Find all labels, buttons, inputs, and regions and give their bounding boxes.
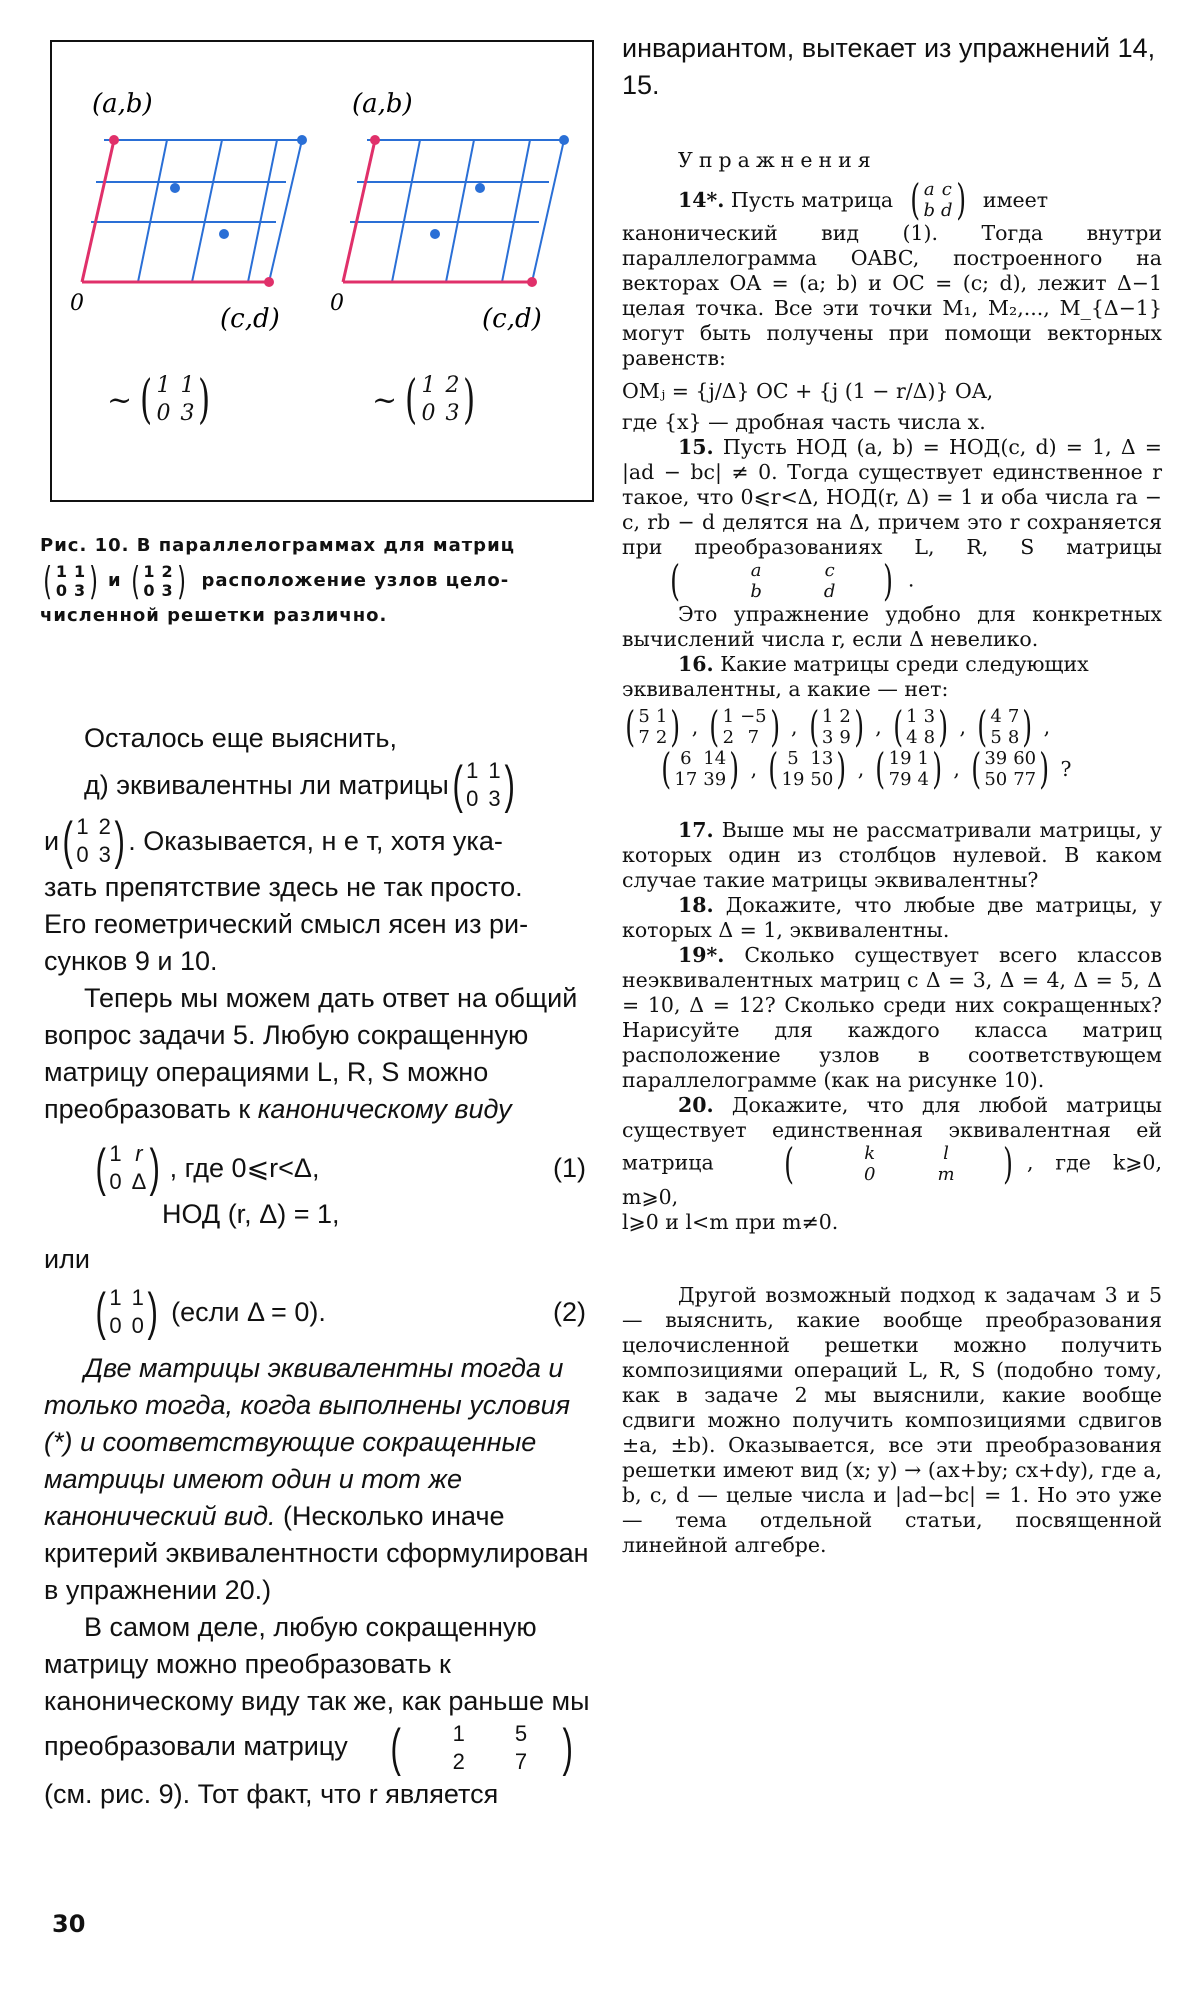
label-ab-left: (a,b) bbox=[92, 89, 153, 119]
left-p4: Две матрицы эквивалентны тогда и только тогда, когда выполнены условия (*) и соответствующие сокращенные матрицы имеют один и тот же канонический вид. (Несколько иначе критерий эквивалентности сформулирован в упражнении 20.) bbox=[44, 1353, 589, 1605]
caption-line-1: Рис. 10. В параллелограммах для матриц bbox=[40, 535, 516, 556]
caption-line-3: численной решетки различно. bbox=[40, 605, 388, 626]
exercises-17-20: 17. Выше мы не рассматривали матрицы, у которых один из столбцов нулевой. В каком случае такие матрицы эквивалентны? 18. Докажите, что любые две матрицы, у которых Δ = 1, эквивалентны. 19*. Сколько существует всего классов неэквивалентных матриц с Δ = 3, Δ = 4, Δ = 5, Δ = 10, Δ = 12? Сколько среди них сокращенных? Нарисуйте для каждого класса матриц расположение узлов в соответствующем параллелограмме (как на рисунке 10). 20. Докажите, что для любой матрицы существует единственная эквивалентная ей матрица ( k l 0 m ) , где k⩾0, m⩾0, l⩾0 и l<m при m≠0. bbox=[622, 818, 1162, 1234]
label-origin-right: 0 bbox=[330, 291, 344, 316]
left-p2-line1: д) эквивалентны ли матрицы ( 1 1 0 3 ) bbox=[84, 756, 515, 814]
figure-right-matrix: ~ ( 1 2 0 3 ) bbox=[372, 370, 476, 430]
edge-left bbox=[82, 140, 114, 282]
equation-1-line2: НОД (r, Δ) = 1, bbox=[162, 1199, 340, 1229]
exercise-16-row1: ( 5 1 7 2 ) , ( 1 −5 2 7 ) , ( 1 2 3 9 ) , ( 1 3 4 8 ) , ( 4 7 5 8 ) , bbox=[625, 702, 1051, 751]
right-p0: инвариантом, вытекает из упражнений 14, 15. bbox=[622, 33, 1156, 100]
figure-10-drawing bbox=[52, 42, 592, 500]
left-p2-line2: и ( 1 2 0 3 ) . Оказывается, н е т, хотя ука- bbox=[44, 812, 503, 870]
exercises-heading: Упражнения bbox=[678, 148, 877, 172]
left-or: или bbox=[44, 1244, 90, 1274]
figure-10 bbox=[50, 40, 594, 502]
exercise-14: 14*. Пусть матрица ( a c b d ) имеет канонический вид (1). Тогда внутри параллелограмма OABC, построенного на векторах OA = (a; b) и OC = (c; d), лежит Δ−1 целая точка. Все эти точки M₁, M₂,..., M_{Δ−1} могут быть получены при помощи векторных равенств: OMⱼ = {j/Δ} OC + {j (1 − r/Δ)} OA, где {x} — дробная часть числа x. bbox=[622, 175, 1162, 434]
label-ab-right: (a,b) bbox=[352, 89, 413, 119]
left-p2-line4: Его геометрический смысл ясен из ри- bbox=[44, 909, 529, 939]
left-p1: Осталось еще выяснить, bbox=[84, 723, 397, 753]
right-parallelogram bbox=[330, 89, 569, 334]
equation-2: ( 1 1 0 0 ) (если Δ = 0). (2) bbox=[95, 1283, 586, 1341]
left-column bbox=[44, 720, 592, 1813]
right-column bbox=[622, 30, 1162, 1558]
label-cd-left: (c,d) bbox=[220, 304, 280, 334]
label-origin-left: 0 bbox=[70, 291, 84, 316]
label-cd-right: (c,d) bbox=[482, 304, 542, 334]
left-p2-line5: сунков 9 и 10. bbox=[44, 946, 218, 976]
right-final-paragraph: Другой возможный подход к задачам 3 и 5 — выяснить, какие вообще преобразования целочисленной решетки можно получить композициями операций L, R, S (подобно тому, как в задаче 2 мы выяснили, какие вообще сдвиги можно получить композициями сдвигов ±a, ±b). Оказывается, все эти преобразования решетки имеют вид (x; y) → (ax+by; cx+dy), где a, b, c, d — целые числа и |ad−bc| = 1. Но это уже — тема отдельной статьи, посвященной линейной алгебре. bbox=[622, 1283, 1162, 1557]
left-parallelogram bbox=[70, 89, 307, 334]
exercise-15: 15. Пусть НОД (a, b) = НОД(c, d) = 1, Δ = |ad − bc| ≠ 0. Тогда существует единственное r такое, что 0⩽r<Δ, НОД(r, Δ) = 1 и оба числа ra − c, rb − d делятся на Δ, причем это r сохраняется при преобразованиях L, R, S матрицы ( a c b d ) . Это упражнение удобно для конкретных вычислений числа r, если Δ невелико. bbox=[622, 435, 1162, 651]
page-number: 30 bbox=[52, 1910, 86, 1938]
left-p3: Теперь мы можем дать ответ на общий вопрос задачи 5. Любую сокращенную матрицу операциями L, R, S можно преобразовать к каноническому виду bbox=[44, 983, 578, 1124]
left-p2-line3: зать препятствие здесь не так просто. bbox=[44, 872, 523, 902]
left-p5: В самом деле, любую сокращенную матрицу можно преобразовать к каноническому виду так же, как раньше мы преобразовали матрицу ( 1 5 2 7 ) (см. рис. 9). Тот факт, что r является bbox=[44, 1612, 590, 1809]
caption-line-2: ( 1 1 0 3 ) и ( 1 2 0 3 ) расположение узлов цело- bbox=[43, 559, 510, 603]
exercise-16: 16. Какие матрицы среди следующих эквивалентны, а какие — нет: ( 5 1 7 2 ) , ( 1 −5 2 7 ) , ( 1 2 3 9 ) , ( 1 3 4 8 ) , ( 4 7 5 8 ) , ( 6 14 17 39 ) , ( 5 13 19 50 ) , ( 19 1 79 4 ) , ( 39 60 50 77 ) ? bbox=[622, 652, 1162, 790]
equation-1: ( 1 r 0 Δ ) , где 0⩽r<Δ, (1) bbox=[95, 1139, 586, 1197]
figure-left-matrix: ~ ( 1 1 0 3 ) bbox=[107, 370, 211, 430]
figure-caption bbox=[40, 530, 596, 632]
exercise-16-row2: ( 6 14 17 39 ) , ( 5 13 19 50 ) , ( 19 1 79 4 ) , ( 39 60 50 77 ) ? bbox=[661, 744, 1072, 793]
